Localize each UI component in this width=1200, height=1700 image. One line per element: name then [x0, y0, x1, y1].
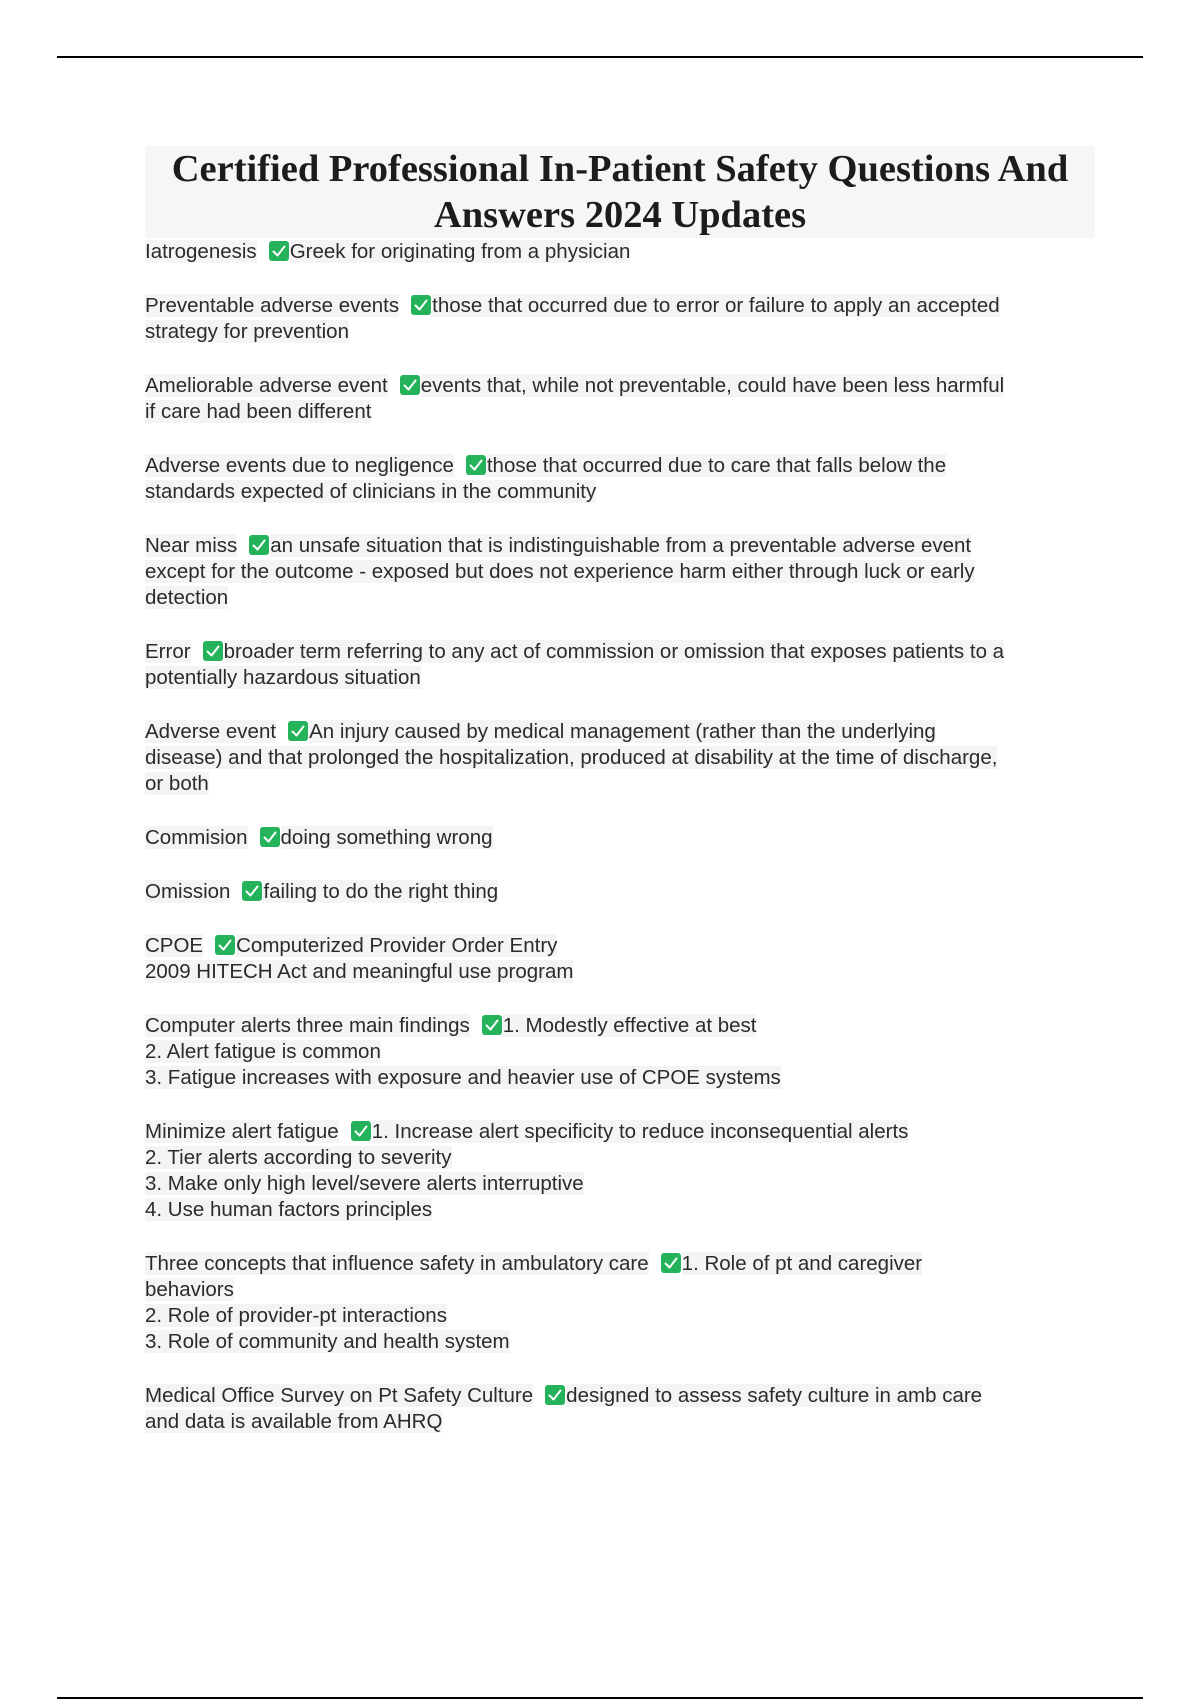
qa-first-line — [145, 879, 1095, 905]
qa-first-line — [145, 825, 1095, 851]
qa-first-line — [145, 1383, 1095, 1409]
qa-first-line — [145, 293, 1095, 319]
qa-term: Three concepts that influence safety in ambulatory care — [145, 1252, 649, 1275]
qa-definition: broader term referring to any act of commission or omission that exposes patients to a — [223, 640, 1005, 663]
qa-list — [145, 239, 1095, 1435]
qa-continuation-text: strategy for prevention — [145, 320, 349, 343]
checkmark-icon — [411, 295, 431, 315]
qa-item — [145, 639, 1095, 691]
qa-continuation-text: behaviors — [145, 1278, 234, 1301]
qa-term: Adverse event — [145, 720, 277, 743]
checkmark-icon — [260, 827, 280, 847]
qa-definition: an unsafe situation that is indistinguishable from a preventable adverse event — [270, 534, 972, 557]
page-title: Certified Professional In-Patient Safety Questions And Answers 2024 Updates — [145, 146, 1095, 238]
qa-continuation-line — [145, 1039, 1095, 1065]
checkmark-icon — [482, 1015, 502, 1035]
qa-continuation-line — [145, 1303, 1095, 1329]
qa-definition: those that occurred due to care that falls below the — [486, 454, 947, 477]
qa-continuation-line — [145, 1197, 1095, 1223]
qa-continuation-line — [145, 1329, 1095, 1355]
qa-definition: 1. Increase alert specificity to reduce inconsequential alerts — [371, 1120, 909, 1143]
checkmark-icon — [545, 1385, 565, 1405]
qa-term: Omission — [145, 880, 231, 903]
qa-continuation-text: 3. Make only high level/severe alerts interruptive — [145, 1172, 584, 1195]
qa-continuation-line — [145, 1409, 1095, 1435]
qa-item — [145, 373, 1095, 425]
checkmark-icon — [242, 881, 262, 901]
qa-continuation-text: 3. Fatigue increases with exposure and heavier use of CPOE systems — [145, 1066, 781, 1089]
qa-term: CPOE — [145, 934, 204, 957]
qa-continuation-text: 4. Use human factors principles — [145, 1198, 433, 1221]
qa-definition: 1. Modestly effective at best — [502, 1014, 757, 1037]
qa-item — [145, 719, 1095, 797]
qa-term: Computer alerts three main findings — [145, 1014, 470, 1037]
qa-item — [145, 453, 1095, 505]
qa-definition: designed to assess safety culture in amb care — [566, 1384, 983, 1407]
qa-first-line — [145, 1013, 1095, 1039]
qa-definition: Greek for originating from a physician — [289, 240, 631, 263]
qa-definition: doing something wrong — [280, 826, 493, 849]
qa-term: Adverse events due to negligence — [145, 454, 454, 477]
qa-continuation-line — [145, 1171, 1095, 1197]
qa-item — [145, 825, 1095, 851]
qa-term: Minimize alert fatigue — [145, 1120, 339, 1143]
checkmark-icon — [215, 935, 235, 955]
qa-item — [145, 933, 1095, 985]
qa-continuation-line — [145, 745, 1095, 771]
qa-item — [145, 239, 1095, 265]
qa-continuation-line — [145, 1065, 1095, 1091]
qa-continuation-line — [145, 319, 1095, 345]
checkmark-icon — [249, 535, 269, 555]
qa-continuation-text: standards expected of clinicians in the community — [145, 480, 597, 503]
qa-term: Error — [145, 640, 191, 663]
qa-first-line — [145, 933, 1095, 959]
bottom-rule — [57, 1697, 1143, 1699]
qa-item — [145, 879, 1095, 905]
qa-continuation-text: and data is available from AHRQ — [145, 1410, 443, 1433]
qa-item — [145, 1383, 1095, 1435]
qa-continuation-line — [145, 771, 1095, 797]
qa-continuation-line — [145, 1277, 1095, 1303]
qa-continuation-line — [145, 1145, 1095, 1171]
qa-first-line — [145, 1251, 1095, 1277]
qa-continuation-line — [145, 479, 1095, 505]
checkmark-icon — [269, 241, 289, 261]
qa-definition: those that occurred due to error or failure to apply an accepted — [432, 294, 1000, 317]
qa-definition: Computerized Provider Order Entry — [236, 934, 558, 957]
qa-definition: An injury caused by medical management (rather than the underlying — [309, 720, 936, 743]
qa-term: Medical Office Survey on Pt Safety Culture — [145, 1384, 534, 1407]
qa-term: Commision — [145, 826, 248, 849]
checkmark-icon — [351, 1121, 371, 1141]
qa-item — [145, 1119, 1095, 1223]
qa-definition: failing to do the right thing — [263, 880, 499, 903]
top-rule — [57, 56, 1143, 58]
qa-continuation-line — [145, 585, 1095, 611]
qa-continuation-line — [145, 959, 1095, 985]
qa-continuation-text: 2. Role of provider-pt interactions — [145, 1304, 447, 1327]
qa-first-line — [145, 239, 1095, 265]
qa-continuation-text: potentially hazardous situation — [145, 666, 421, 689]
qa-first-line — [145, 533, 1095, 559]
qa-continuation-line — [145, 559, 1095, 585]
checkmark-icon — [288, 721, 308, 741]
checkmark-icon — [661, 1253, 681, 1273]
qa-continuation-text: or both — [145, 772, 209, 795]
qa-continuation-text: 2009 HITECH Act and meaningful use program — [145, 960, 574, 983]
qa-continuation-text: detection — [145, 586, 229, 609]
qa-first-line — [145, 453, 1095, 479]
qa-continuation-text: disease) and that prolonged the hospitalization, produced at disability at the time of discharge, — [145, 746, 998, 769]
checkmark-icon — [203, 641, 223, 661]
qa-first-line — [145, 639, 1095, 665]
document-body — [145, 146, 1095, 1463]
qa-item — [145, 293, 1095, 345]
qa-definition: 1. Role of pt and caregiver — [681, 1252, 923, 1275]
qa-continuation-line — [145, 665, 1095, 691]
qa-term: Ameliorable adverse event — [145, 374, 388, 397]
qa-definition: events that, while not preventable, could have been less harmful — [420, 374, 1005, 397]
qa-term: Near miss — [145, 534, 238, 557]
qa-item — [145, 1251, 1095, 1355]
qa-first-line — [145, 719, 1095, 745]
qa-first-line — [145, 373, 1095, 399]
checkmark-icon — [400, 375, 420, 395]
checkmark-icon — [466, 455, 486, 475]
qa-continuation-text: 2. Alert fatigue is common — [145, 1040, 381, 1063]
qa-continuation-text: if care had been different — [145, 400, 372, 423]
qa-term: Preventable adverse events — [145, 294, 400, 317]
qa-continuation-text: 3. Role of community and health system — [145, 1330, 510, 1353]
qa-item — [145, 533, 1095, 611]
qa-first-line — [145, 1119, 1095, 1145]
qa-continuation-text: except for the outcome - exposed but does not experience harm either through luck or early — [145, 560, 975, 583]
qa-continuation-line — [145, 399, 1095, 425]
qa-term: Iatrogenesis — [145, 240, 257, 263]
qa-item — [145, 1013, 1095, 1091]
qa-continuation-text: 2. Tier alerts according to severity — [145, 1146, 452, 1169]
